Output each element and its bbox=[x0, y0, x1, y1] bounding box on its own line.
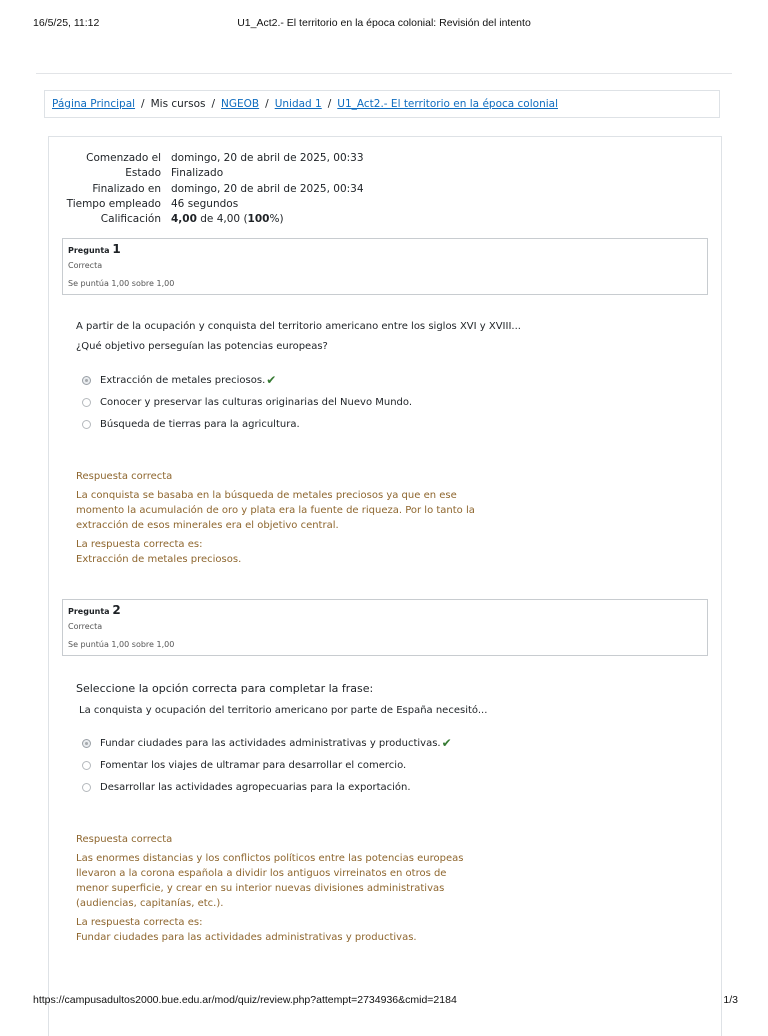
option-label: Conocer y preservar las culturas originarias del Nuevo Mundo. bbox=[100, 396, 413, 408]
question-label: Pregunta bbox=[68, 607, 110, 616]
right-answer: Fundar ciudades para las actividades administrativas y productivas. bbox=[76, 932, 417, 943]
started-label: Comenzado el bbox=[86, 152, 161, 164]
grade-of: de 4,00 ( bbox=[196, 213, 248, 226]
state-value: Finalizado bbox=[171, 167, 224, 180]
finished-value: domingo, 20 de abril de 2025, 00:34 bbox=[171, 182, 364, 195]
feedback-line: Las enormes distancias y los conflictos políticos entre las potencias europeas bbox=[76, 853, 464, 864]
question-1-info bbox=[62, 238, 708, 295]
time-label: Tiempo empleado bbox=[66, 197, 161, 210]
radio-selected-icon[interactable] bbox=[82, 376, 91, 385]
state-label: Estado bbox=[125, 167, 161, 180]
question-number-value: 1 bbox=[112, 242, 121, 256]
question-2-option-3[interactable] bbox=[82, 780, 411, 794]
question-number-value: 2 bbox=[112, 603, 121, 617]
radio-selected-icon[interactable] bbox=[82, 739, 91, 748]
question-1-option-1[interactable] bbox=[82, 373, 276, 387]
right-answer-label: La respuesta correcta es: bbox=[76, 539, 203, 550]
option-label: Búsqueda de tierras para la agricultura. bbox=[100, 418, 300, 430]
feedback-title: Respuesta correcta bbox=[76, 834, 173, 845]
right-answer: Extracción de metales preciosos. bbox=[76, 554, 242, 565]
grade-percent: 100 bbox=[247, 213, 270, 226]
breadcrumb-separator: / bbox=[141, 98, 145, 110]
question-2-option-1[interactable] bbox=[82, 736, 452, 750]
summary-grade-row bbox=[48, 212, 364, 227]
page-number: 1/3 bbox=[723, 994, 738, 1006]
question-state: Correcta bbox=[68, 261, 103, 270]
option-label: Desarrollar las actividades agropecuarias para la exportación. bbox=[100, 781, 411, 793]
question-1-text-line1: A partir de la ocupación y conquista del territorio americano entre los siglos XVI y XVIII... bbox=[76, 321, 521, 332]
option-label: Extracción de metales preciosos. bbox=[100, 374, 266, 386]
breadcrumb-my-courses: Mis cursos bbox=[150, 98, 206, 110]
breadcrumb-home-link[interactable]: Página Principal bbox=[52, 98, 136, 110]
feedback-line: llevaron a la corona española a dividir los antiguos virreinatos en otros de bbox=[76, 868, 447, 879]
print-header bbox=[0, 17, 768, 31]
summary-state-row bbox=[48, 166, 364, 181]
checkmark-icon: ✔ bbox=[441, 736, 452, 750]
summary-time-row bbox=[48, 197, 364, 212]
question-1-option-2[interactable] bbox=[82, 395, 412, 409]
question-1-option-3[interactable] bbox=[82, 417, 300, 431]
print-date: 16/5/25, 11:12 bbox=[33, 17, 100, 29]
print-title: U1_Act2.- El territorio en la época colonial: Revisión del intento bbox=[237, 17, 531, 29]
question-label: Pregunta bbox=[68, 246, 110, 255]
question-number bbox=[68, 242, 121, 256]
feedback-line: extracción de esos minerales era el objetivo central. bbox=[76, 520, 339, 531]
feedback-title: Respuesta correcta bbox=[76, 471, 173, 482]
grade-label: Calificación bbox=[100, 213, 161, 226]
question-2-text-line1: Seleccione la opción correcta para completar la frase: bbox=[76, 682, 374, 695]
feedback-line: (audiencias, capitanías, etc.). bbox=[76, 898, 224, 909]
grade-end: %) bbox=[269, 213, 284, 226]
summary-finished-row bbox=[48, 182, 364, 197]
question-2-info bbox=[62, 599, 708, 656]
grade-value bbox=[171, 212, 284, 227]
checkmark-icon: ✔ bbox=[266, 373, 277, 387]
time-value: 46 segundos bbox=[171, 197, 239, 210]
grade-score: 4,00 bbox=[171, 213, 197, 226]
right-answer-label: La respuesta correcta es: bbox=[76, 917, 203, 928]
breadcrumb-separator: / bbox=[265, 98, 269, 110]
question-1-text-line2: ¿Qué objetivo perseguían las potencias europeas? bbox=[76, 341, 328, 352]
breadcrumb bbox=[44, 90, 720, 118]
summary-started-row bbox=[48, 151, 364, 166]
breadcrumb-separator: / bbox=[211, 98, 216, 110]
breadcrumb-unit-link[interactable]: Unidad 1 bbox=[274, 98, 322, 110]
feedback-line: menor superficie, y crear en su interior nuevas divisiones administrativas bbox=[76, 883, 445, 894]
attempt-summary bbox=[48, 151, 364, 227]
header-divider bbox=[36, 73, 732, 74]
radio-icon[interactable] bbox=[82, 420, 91, 429]
radio-icon[interactable] bbox=[82, 761, 91, 770]
started-value: domingo, 20 de abril de 2025, 00:33 bbox=[171, 152, 364, 164]
question-2-option-2[interactable] bbox=[82, 758, 406, 772]
option-label: Fundar ciudades para las actividades administrativas y productivas. bbox=[100, 737, 441, 749]
radio-icon[interactable] bbox=[82, 398, 91, 407]
radio-icon[interactable] bbox=[82, 783, 91, 792]
option-label: Fomentar los viajes de ultramar para desarrollar el comercio. bbox=[100, 759, 407, 771]
page-url: https://campusadultos2000.bue.edu.ar/mod/quiz/review.php?attempt=2734936&cmid=2184 bbox=[33, 994, 457, 1006]
question-grade: Se puntúa 1,00 sobre 1,00 bbox=[68, 279, 175, 288]
feedback-line: momento la acumulación de oro y plata era la fuente de riqueza. Por lo tanto la bbox=[76, 505, 475, 516]
question-grade: Se puntúa 1,00 sobre 1,00 bbox=[68, 640, 175, 649]
feedback-line: La conquista se basaba en la búsqueda de metales preciosos ya que en ese bbox=[76, 490, 457, 501]
breadcrumb-activity-link[interactable]: U1_Act2.- El territorio en la época colonial bbox=[337, 98, 558, 110]
breadcrumb-course-link[interactable]: NGEOB bbox=[221, 98, 260, 110]
question-1-feedback bbox=[76, 469, 475, 567]
breadcrumb-separator: / bbox=[327, 98, 332, 110]
finished-label: Finalizado en bbox=[92, 182, 161, 195]
question-state: Correcta bbox=[68, 622, 103, 631]
question-2-text-line2: La conquista y ocupación del territorio americano por parte de España necesitó... bbox=[79, 705, 488, 716]
question-number bbox=[68, 603, 121, 617]
question-2-feedback bbox=[76, 832, 463, 945]
